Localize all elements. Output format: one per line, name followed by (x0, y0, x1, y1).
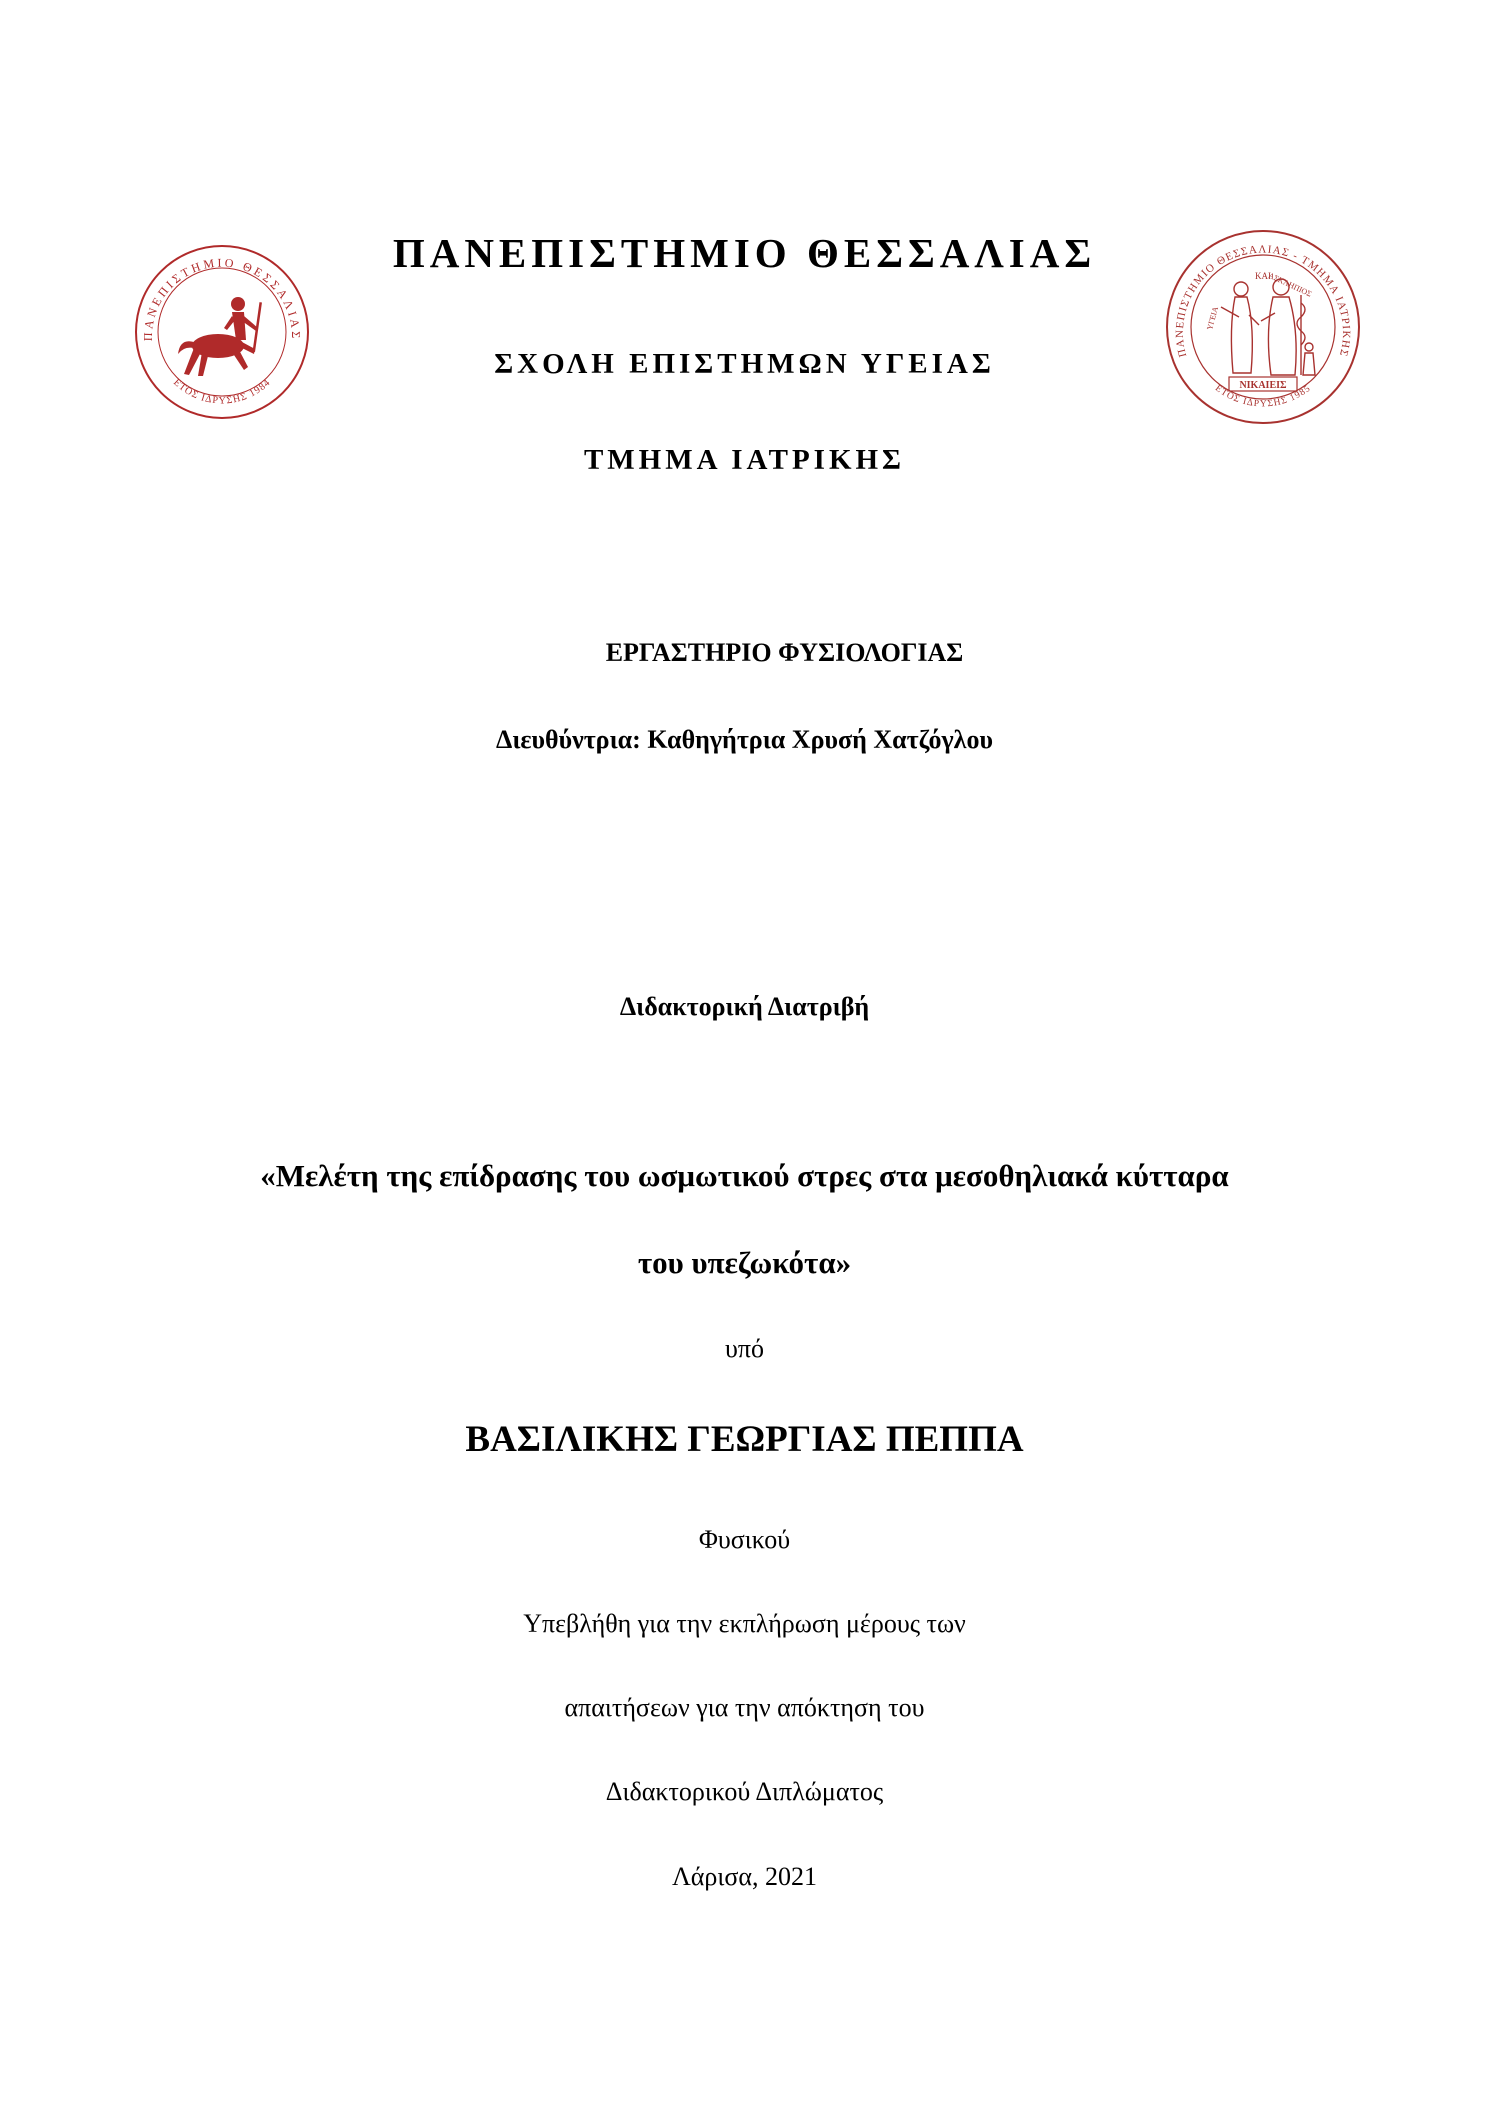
author-name: ΒΑΣΙΛΙΚΗΣ ΓΕΩΡΓΙΑΣ ΠΕΠΠΑ (465, 1419, 1024, 1460)
right-seal-banner: ΝΙΚΑΙΕΙΣ (1239, 380, 1287, 391)
right-seal-kai: ΚΑΙ (1255, 271, 1271, 281)
submission-line-3: Διδακτορικού Διπλώματος (605, 1777, 884, 1806)
submission-line-2: απαιτήσεων για την απόκτηση του (564, 1693, 925, 1722)
left-seal-ring-text: ΠΑΝΕΠΙΣΤΗΜΙΟ ΘΕΣΣΑΛΙΑΣ (140, 255, 304, 342)
university-name: ΠΑΝΕΠΙΣΤΗΜΙΟ ΘΕΣΣΑΛΙΑΣ (392, 230, 1097, 276)
lab-name: ΕΡΓΑΣΤΗΡΙΟ ΦΥΣΙΟΛΟΓΙΑΣ (605, 638, 964, 667)
svg-text:ΕΤΟΣ ΙΔΡΥΣΗΣ 1984 (171, 377, 273, 406)
by-label: υπό (725, 1334, 764, 1363)
thesis-title-line-1: «Μελέτη της επίδρασης του ωσμωτικού στρες στα μεσοθηλιακά κύτταρα (260, 1158, 1229, 1193)
submission-line-1: Υπεβλήθη για την εκπλήρωση μέρους των (523, 1609, 966, 1638)
thesis-title-line-2: του υπεζωκότα» (637, 1245, 852, 1280)
place-year: Λάρισα, 2021 (671, 1862, 818, 1891)
right-seal-hygeia: ΥΓΕΙΑ (1205, 305, 1221, 331)
school-name: ΣΧΟΛΗ ΕΠΙΣΤΗΜΩΝ ΥΓΕΙΑΣ (494, 348, 995, 380)
left-seal-bottom-text: ΕΤΟΣ ΙΔΡΥΣΗΣ 1984 (171, 377, 273, 407)
department-name: ΤΜΗΜΑ ΙΑΤΡΙΚΗΣ (583, 444, 906, 476)
thesis-type: Διδακτορική Διατριβή (619, 992, 870, 1021)
author-profession: Φυσικού (698, 1525, 791, 1554)
lab-director: Διευθύντρια: Καθηγήτρια Χρυσή Χατζόγλου (496, 725, 993, 754)
right-seal-asklepios: ΑΣΚΛΗΠΙΟΣ (1267, 270, 1314, 299)
right-seal-ring-text: ΠΑΝΕΠΙΣΤΗΜΙΟ ΘΕΣΣΑΛΙΑΣ - ΤΜΗΜΑ ΙΑΤΡΙΚΗΣ (1173, 243, 1353, 359)
right-seal-bottom-text: ΕΤΟΣ ΙΔΡΥΣΗΣ 1985 (1212, 383, 1314, 410)
